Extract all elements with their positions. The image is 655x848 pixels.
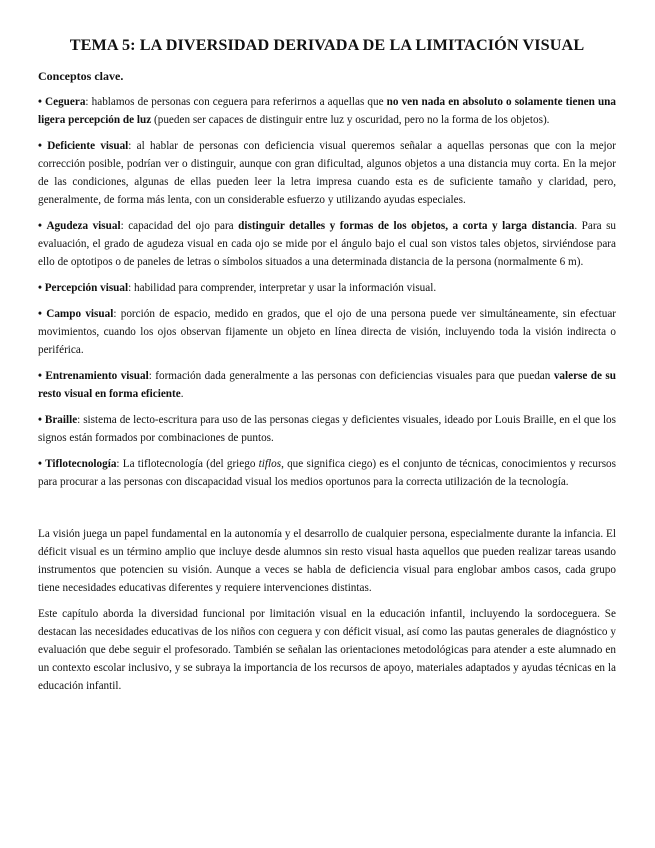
concept-term: Entrenamiento visual: [45, 370, 149, 382]
paragraph-list: [38, 525, 616, 695]
concept-bullet: •: [38, 308, 42, 320]
concept-bullet: •: [38, 458, 42, 470]
concept-list: [38, 93, 616, 491]
body-paragraph: Este capítulo aborda la diversidad funcional por limitación visual en la educación infantil, incluyendo la sordoceguera. Se destacan las necesidades educativas de los niños con ceguera y con déficit visual, así como las pautas generales de diagnóstico y evaluación que debe seguir el profesorado. También se señalan las orientaciones metodológicas para atender a este alumnado en un contexto escolar inclusivo, y se subraya la importancia de los recursos de apoyo, materiales adaptados y ayudas técnicas en la educación infantil.: [38, 608, 616, 692]
concept-text: : formación dada generalmente a las personas con deficiencias visuales para que puedan: [148, 370, 554, 382]
concepts-heading: Conceptos clave.: [38, 69, 124, 83]
concept-term: Ceguera: [45, 96, 86, 108]
concept-text: : La tiflotecnología (del griego: [116, 458, 259, 470]
concept-bullet: •: [38, 414, 42, 426]
concept-bullet: •: [38, 220, 42, 232]
concept-text: : hablamos de personas con ceguera para referirnos a aquellas que: [85, 96, 387, 108]
concept-emphasis: no ven nada en absoluto o solamente tienen una ligera percepción de luz: [38, 96, 617, 126]
document-page: [38, 36, 616, 703]
concept-text: . Para su evaluación, el grado de agudeza visual en cada ojo se mide por el ángulo bajo el cual son vistos tales objetos, sirviéndose para ello de optotipos o de paneles de letras o símbolos situados a una determinada distancia de la persona (normalmente 6 m).: [38, 220, 617, 268]
concept-term: Deficiente visual: [47, 140, 129, 152]
concept-text: : capacidad del ojo para: [120, 220, 239, 232]
concept-term: Tiflotecnología: [45, 458, 117, 470]
concept-term: Campo visual: [46, 308, 114, 320]
concept-item: [38, 217, 616, 271]
page-title: TEMA 5: LA DIVERSIDAD DERIVADA DE LA LIMITACIÓN VISUAL: [69, 36, 585, 54]
concept-term: Percepción visual: [44, 282, 129, 294]
concept-text: : al hablar de personas con deficiencia visual queremos señalar a aquellas personas que con la mejor corrección posible, podrían ver o distinguir, aunque con gran dificultad, algunos objetos a una distancia muy corta. En la mejor de las condiciones, algunas de ellas pueden leer la letra impresa cuando esta es de suficiente tamaño y claridad, pero, generalmente, de forma más lenta, con un considerable esfuerzo y utilizando ayudas especiales.: [38, 140, 616, 206]
concept-item: [38, 137, 616, 209]
concept-text: : porción de espacio, medido en grados, que el ojo de una persona puede ver simultáneamente, sin efectuar movimientos, cuando los ojos observan fijamente un objeto en línea directa de visión, incluyendo toda la visión indirecta o periférica.: [38, 308, 617, 356]
concept-term: Agudeza visual: [46, 220, 121, 232]
body-paragraph: La visión juega un papel fundamental en la autonomía y el desarrollo de cualquier persona, especialmente durante la infancia. El déficit visual es un término amplio que incluye desde alumnos sin resto visual hasta aquellos que pueden realizar tareas usando instrumentos que potencien su visión. Aunque a veces se habla de deficiencia visual para englobar ambos casos, cada grupo tiene necesidades educativas diferentes y requiere intervenciones distintas.: [38, 528, 616, 594]
concept-text: (pueden ser capaces de distinguir entre luz y oscuridad, pero no la forma de los objetos).: [151, 114, 550, 126]
concept-item: [38, 455, 616, 491]
concept-italic: tiflos: [258, 458, 282, 470]
concept-emphasis: distinguir detalles y formas de los objetos, a corta y larga distancia: [238, 220, 575, 232]
concept-bullet: •: [38, 370, 42, 382]
concept-item: [38, 411, 616, 447]
concept-text: : habilidad para comprender, interpretar y usar la información visual.: [128, 282, 437, 294]
concept-item: [38, 305, 616, 359]
concept-item: [38, 279, 616, 297]
concept-emphasis: valerse de su resto visual en forma eficiente: [38, 370, 617, 400]
section-gap: [38, 499, 616, 525]
concept-text: .: [180, 388, 184, 400]
concept-bullet: •: [38, 282, 42, 294]
concept-bullet: •: [38, 140, 42, 152]
concept-item: [38, 93, 616, 129]
concept-bullet: •: [38, 96, 42, 108]
concept-term: Braille: [44, 414, 78, 426]
concept-item: [38, 367, 616, 403]
concept-text: : sistema de lecto-escritura para uso de las personas ciegas y deficientes visuales, ideado por Louis Braille, en el que los signos están formados por combinaciones de puntos.: [38, 414, 617, 444]
concept-text: , que significa ciego) es el conjunto de técnicas, conocimientos y recursos para procurar a las personas con discapacidad visual los medios oportunos para la correcta utilización de la tecnología.: [38, 458, 617, 488]
